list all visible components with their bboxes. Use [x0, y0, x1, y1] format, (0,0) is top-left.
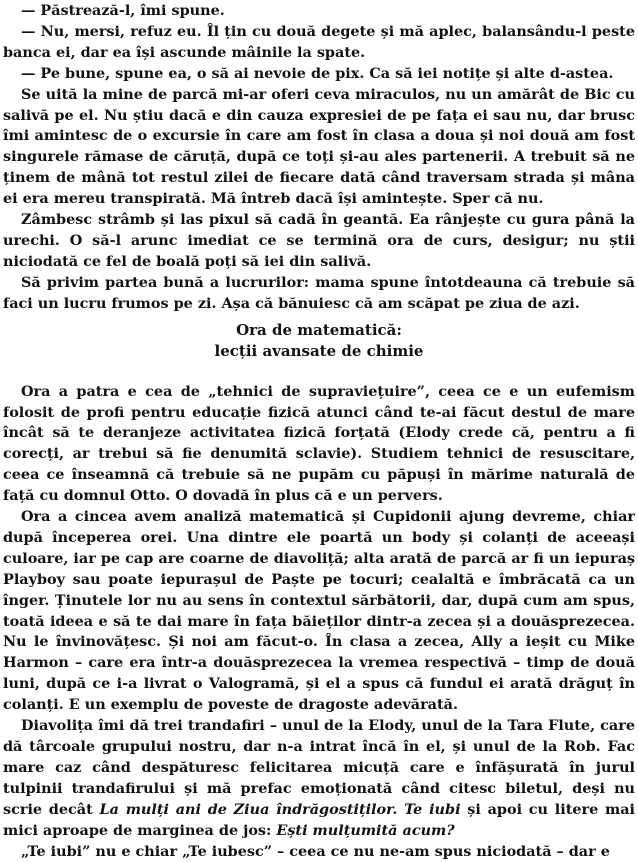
paragraph: Ora a patra e cea de „tehnici de supraviețuire”, ceea ce e un eufemism folosit de profi pentru educație fizică atunci când te-ai făcut destul de mare încât să te deranjeze activitatea fizică forțată (Elody crede că, pentru a fi corecți, ar trebui să fie denumită sclavie). Studiem tehnici de resuscitare, ceea ce înseamnă că trebuie să ne pupăm cu păpuși în mărime naturală de față cu domnul Otto. O dovadă în plus că e un pervers. [3, 382, 635, 505]
paragraph: Se uită la mine de parcă mi-ar oferi ceva miraculos, nu un amărât de Bic cu salivă pe el. Nu știu dacă e din cauza expresiei de pe fața ei sau nu, dar brusc îmi amintesc de o excursie în care am fost în clasa a doua și noi două am fost singurele rămase de căruță, după ce toți și-au ales partenerii. A trebuit să ne ținem de mână tot restul zilei de fiecare dată când traversam strada și mâna ei era mereu transpirată. Mă întreb dacă își amintește. Sper că nu. [3, 85, 635, 208]
section-gap [3, 366, 635, 382]
dialogue-line: — Pe bune, spune ea, o să ai nevoie de pix. Ca să iei notițe și alte d-astea. [21, 64, 614, 82]
section-heading-line2: lecții avansate de chimie [214, 341, 424, 360]
paragraph-roses [3, 716, 635, 841]
dialogue-line: — Păstrează-l, îmi spune. [21, 2, 225, 19]
paragraph: Ora a cincea avem analiză matematică și Cupidonii ajung devreme, chiar după începerea orei. Una dintre ele poartă un body și colanți de aceeași culoare, iar pe cap are coarne de diavoliță; alta arată de parcă ar fi un iepuraș Playboy sau poate iepurașul de Paște pe tocuri; cealaltă e îmbrăcată ca un înger. Ținutele lor nu au sens în contextul sărbătorii, dar, după cum am spus, toată ideea e să te dai mare în fața băieților dintr-a zecea și a douăsprezecea. Nu le învinovățesc. Și noi am făcut-o. În clasa a zecea, Ally a ieșit cu Mike Harmon – care era într-a douăsprezecea la vremea respectivă – timp de două luni, după ce i-a livrat o Valogramă, și el a spus că fundul ei arată drăguț în colanți. E un exemplu de poveste de dragoste adevărată. [3, 508, 635, 714]
card-text-italic: La mulți ani de Ziua îndrăgostiților. Te iubi [99, 800, 461, 818]
paragraph: Să privim partea bună a lucrurilor: mama spune întotdeauna că trebuie să faci un lucru frumos pe zi. Așa că bănuiesc că am scăpat pe ziua de azi. [3, 273, 635, 312]
section-heading [3, 320, 635, 362]
roses-text-before: Diavolița îmi dă trei trandafiri – unul de la Elody, unul de la Tara Flute, care dă târcoale grupului nostru, dar n-a intrat încă în el, și unul de la Rob. Fac mare caz când despăturesc felicitarea micuță care e înfășurată în jurul tulpinii trandafirului și mă prefac emoționată când citesc biletul, deși nu scrie decât [3, 717, 635, 818]
roses-text-middle: și apoi cu litere mai mici aproape de marginea de jos: [3, 800, 635, 839]
dialogue-line: — Nu, mersi, refuz eu. Îl țin cu două degete și mă aplec, balansându-l peste banca ei, dar ea își ascunde mâinile la spate. [3, 22, 635, 61]
section-heading-line1: Ora de matematică: [236, 320, 402, 339]
paragraph: Zâmbesc strâmb și las pixul să cadă în geantă. Ea rânjește cu gura până la urechi. O să-l arunc imediat ce se termină ora de curs, desigur; nu știi niciodată ce fel de boală poți să iei din salivă. [3, 211, 635, 270]
paragraph-last: „Te iubi” nu e chiar „Te iubesc” – ceea ce nu ne-am spus niciodată – dar e [21, 842, 610, 860]
card-note-italic: Ești mulțumită acum? [276, 821, 455, 839]
